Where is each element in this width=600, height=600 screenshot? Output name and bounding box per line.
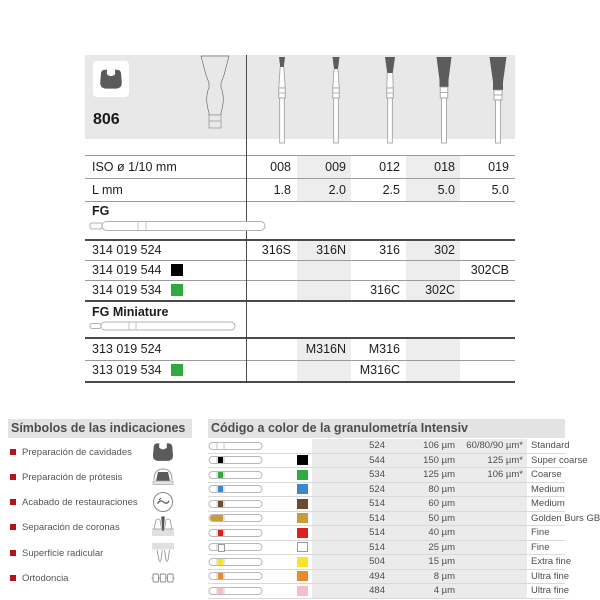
- grit-name: Super coarse: [531, 454, 588, 466]
- grit-code: 544: [369, 454, 385, 466]
- grit-name: Fine: [531, 541, 550, 553]
- bur-pill-icon: [208, 571, 268, 581]
- grit-row: [208, 468, 565, 483]
- model-code: 316S: [261, 243, 291, 257]
- red-bullet: [10, 575, 16, 581]
- grit-name: Fine: [531, 527, 550, 539]
- fg-shank-icon: [89, 216, 267, 236]
- length-value: 1.8: [273, 183, 291, 197]
- symbol-item: [10, 496, 138, 508]
- iso-row-label: ISO ø 1/10 mm: [92, 160, 177, 174]
- bur-icon-col-012: [378, 56, 402, 144]
- length-value: 2.0: [328, 183, 346, 197]
- model-code: M316C: [359, 363, 400, 377]
- grit-row: [208, 541, 565, 556]
- grit-row: [208, 584, 570, 599]
- symbol-label: Superficie radicular: [22, 547, 104, 559]
- grit-table: [208, 439, 600, 599]
- iso-value: 012: [379, 160, 400, 174]
- grit-size: 25 µm: [428, 541, 455, 553]
- grit-size: 50 µm: [428, 512, 455, 524]
- order-code: 313 019 534: [92, 363, 162, 377]
- grit-name: Medium: [531, 498, 565, 510]
- symbol-item: [10, 446, 132, 458]
- grit-size: 40 µm: [428, 527, 455, 539]
- figure-806-icon: [97, 65, 125, 93]
- order-code: 314 019 534: [92, 283, 162, 297]
- bur-icon-col-008: [270, 56, 294, 144]
- bur-pill-icon: [208, 586, 268, 596]
- bur-icon-col-019: [486, 56, 510, 144]
- restoration-finishing-icon: [148, 489, 178, 515]
- iso-value: 018: [434, 160, 455, 174]
- pill-color-mark: [218, 501, 223, 507]
- red-bullet: [10, 550, 16, 556]
- grit-code: 534: [369, 469, 385, 481]
- color-swatch: [297, 470, 308, 480]
- grit-note: 125 µm*: [487, 454, 523, 466]
- symbol-item: [10, 471, 122, 483]
- iso-value: 019: [488, 160, 509, 174]
- prosthesis-prep-icon: [148, 464, 178, 490]
- iso-value: 008: [270, 160, 291, 174]
- symbol-label: Separación de coronas: [22, 521, 120, 533]
- grit-row: [208, 454, 588, 469]
- grit-color-swatch-black: [171, 264, 183, 276]
- bur-pill-icon: [208, 557, 268, 567]
- crown-separation-icon: [148, 514, 178, 540]
- grit-size: 106 µm: [423, 440, 455, 452]
- color-swatch: [297, 484, 308, 494]
- fg-miniature-shank-icon: [89, 317, 237, 335]
- grit-size: 15 µm: [428, 556, 455, 568]
- grit-code: 514: [369, 541, 385, 553]
- grit-row: [208, 512, 600, 527]
- bur-pill-icon: [208, 528, 268, 538]
- bur-pill-icon: [208, 499, 268, 509]
- root-surface-icon: [148, 540, 178, 566]
- grit-color-swatch-green: [171, 364, 183, 376]
- pill-color-mark: [218, 515, 223, 521]
- bur-pill-icon: [208, 455, 268, 465]
- rule-line: [85, 155, 515, 156]
- section-fg-label: FG: [92, 204, 110, 218]
- bur-pill-icon: [208, 542, 268, 552]
- length-value: 5.0: [437, 183, 455, 197]
- symbol-item: [10, 521, 120, 533]
- grit-code: 484: [369, 585, 385, 597]
- bur-icon-col-018: [432, 56, 456, 144]
- grit-row: [208, 439, 570, 454]
- grit-panel-title: Código a color de la granulometría Intensiv: [208, 419, 565, 438]
- color-swatch: [297, 542, 308, 552]
- bur-icon-col-009: [324, 56, 348, 144]
- color-swatch: [297, 586, 308, 596]
- cavity-prep-icon: [148, 439, 178, 465]
- red-bullet: [10, 499, 16, 505]
- symbol-label: Ortodoncia: [22, 572, 69, 584]
- symbol-label: Preparación de prótesis: [22, 471, 123, 483]
- grit-size: 8 µm: [433, 570, 455, 582]
- grit-row: [208, 526, 565, 541]
- grit-size: 150 µm: [423, 454, 455, 466]
- pill-color-mark: [218, 472, 223, 478]
- model-code: M316N: [305, 342, 346, 356]
- red-bullet: [10, 524, 16, 530]
- grit-note: 60/80/90 µm*: [466, 440, 523, 452]
- bur-pill-icon: [208, 441, 268, 451]
- pill-color-mark: [218, 530, 223, 536]
- grit-code: 524: [369, 440, 385, 452]
- orthodontics-icon: [148, 565, 178, 591]
- grit-code: 514: [369, 527, 385, 539]
- model-code: M316: [368, 342, 400, 356]
- color-swatch: [297, 528, 308, 538]
- symbol-label: Acabado de restauraciones: [22, 496, 138, 508]
- grit-row: [208, 497, 565, 512]
- color-swatch: [297, 455, 308, 465]
- bur-pill-icon: [208, 484, 268, 494]
- length-value: 5.0: [491, 183, 509, 197]
- figure-symbol-box: [93, 61, 129, 97]
- grit-name: Golden Burs GB: [531, 512, 600, 524]
- pill-color-mark: [218, 588, 223, 594]
- grit-code: 514: [369, 498, 385, 510]
- grit-note: 106 µm*: [487, 469, 523, 481]
- bur-pill-icon: [208, 470, 268, 480]
- pill-color-mark: [218, 486, 223, 492]
- grit-code: 504: [369, 556, 385, 568]
- grit-size: 125 µm: [423, 469, 455, 481]
- pill-color-mark: [218, 573, 223, 579]
- order-code: 314 019 544: [92, 263, 162, 277]
- order-code: 314 019 524: [92, 243, 162, 257]
- color-swatch: [297, 499, 308, 509]
- symbol-item: [10, 572, 68, 584]
- iso-value: 009: [325, 160, 346, 174]
- grit-color-swatch-green: [171, 284, 183, 296]
- rule-line: [85, 381, 515, 383]
- color-swatch: [297, 513, 308, 523]
- red-bullet: [10, 449, 16, 455]
- model-code: 316N: [316, 243, 346, 257]
- grit-code: 494: [369, 570, 385, 582]
- grit-name: Coarse: [531, 469, 562, 481]
- grit-row: [208, 570, 570, 585]
- model-code: 302CB: [470, 263, 509, 277]
- length-value: 2.5: [382, 183, 400, 197]
- grit-size: 60 µm: [428, 498, 455, 510]
- large-bur-illustration: [196, 55, 234, 241]
- grit-name: Medium: [531, 483, 565, 495]
- rule-line: [85, 337, 515, 339]
- section-fg-miniature-label: FG Miniature: [92, 305, 169, 319]
- model-code: 316: [379, 243, 400, 257]
- pill-color-mark: [218, 544, 225, 552]
- model-code: 316C: [370, 283, 400, 297]
- bur-pill-icon: [208, 513, 268, 523]
- pill-color-mark: [218, 559, 223, 565]
- rule-line: [85, 300, 515, 302]
- grit-name: Standard: [531, 440, 570, 452]
- grit-code: 514: [369, 512, 385, 524]
- color-swatch: [297, 571, 308, 581]
- grit-name: Extra fine: [531, 556, 572, 568]
- pill-color-mark: [218, 457, 223, 463]
- grit-name: Ultra fine: [531, 570, 570, 582]
- length-row-label: L mm: [92, 183, 123, 197]
- symbol-label: Preparación de cavidades: [22, 446, 132, 458]
- rule-line: [85, 178, 515, 179]
- grit-name: Ultra fine: [531, 585, 570, 597]
- color-swatch: [297, 557, 308, 567]
- symbols-panel-title: Símbolos de las indicaciones: [8, 419, 192, 438]
- grit-size: 4 µm: [433, 585, 455, 597]
- red-bullet: [10, 474, 16, 480]
- model-code: 302C: [425, 283, 455, 297]
- figure-code: 806: [93, 111, 120, 128]
- rule-line: [85, 201, 515, 202]
- grit-row: [208, 555, 572, 570]
- grit-size: 80 µm: [428, 483, 455, 495]
- grit-row: [208, 483, 565, 498]
- grit-code: 524: [369, 483, 385, 495]
- symbol-item: [10, 547, 103, 559]
- model-code: 302: [434, 243, 455, 257]
- order-code: 313 019 524: [92, 342, 162, 356]
